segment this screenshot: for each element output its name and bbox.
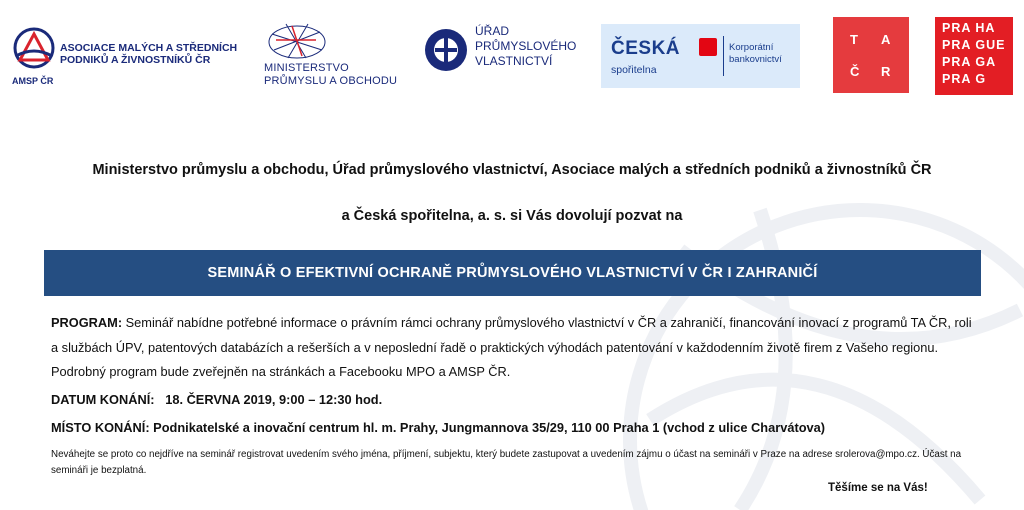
amsp-name-line2: PODNIKŮ A ŽIVNOSTNÍKŮ ČR xyxy=(60,54,211,66)
upv-name-line1: ÚŘAD xyxy=(475,24,510,38)
tacr-letter-r: R xyxy=(881,64,891,79)
date-label: DATUM KONÁNÍ: xyxy=(51,392,155,407)
upv-emblem-icon xyxy=(423,26,469,74)
tacr-letter-t: T xyxy=(850,32,858,47)
date-line xyxy=(51,392,382,407)
cs-name: ČESKÁ xyxy=(611,38,681,59)
seminar-title-banner xyxy=(44,250,981,296)
program-label: PROGRAM: xyxy=(51,315,123,330)
amsp-name-line1: ASOCIACE MALÝCH A STŘEDNÍCH xyxy=(60,42,238,54)
praha-row-2: PRA GUE xyxy=(942,38,1006,52)
mpo-name-line2: PRŮMYSLU A OBCHODU xyxy=(264,75,398,87)
mpo-logo xyxy=(258,18,408,93)
tacr-letter-a: A xyxy=(881,32,891,47)
invitation-line-1: Ministerstvo průmyslu a obchodu, Úřad průmyslového vlastnictví, Asociace malých a středních podniků a živnostníků ČR xyxy=(92,162,932,178)
praha-row-1: PRA HA xyxy=(942,21,996,35)
program-paragraph xyxy=(51,311,981,385)
ceska-sporitelna-logo xyxy=(601,24,800,88)
mpo-globe-icon xyxy=(266,20,328,60)
praha-row-3: PRA GA xyxy=(942,55,997,69)
amsp-emblem-icon xyxy=(12,26,56,72)
cs-right-line1: Korporátní xyxy=(729,42,774,53)
mpo-name-line1: MINISTERSTVO xyxy=(264,62,349,74)
upv-logo xyxy=(423,22,588,82)
amsp-logo xyxy=(8,18,248,88)
closing-greeting: Těšíme se na Vás! xyxy=(828,482,928,494)
cs-emblem-icon xyxy=(699,38,717,56)
upv-name-line2: PRŮMYSLOVÉHO xyxy=(475,39,577,53)
program-text: Seminář nabídne potřebné informace o právním rámci ochrany průmyslového vlastnictví v ČR a zahraničí, financování inovací z programů TA ČR, roli a službách ÚPV, patentových databázích a rešerších a v neposlední řadě o praktických výhodách patentování v každodenním životě firem z Vašeho regionu. Podrobný program bude zveřejněn na stránkách a Facebooku MPO a AMSP ČR. xyxy=(51,315,972,379)
cs-sub: spořitelna xyxy=(611,64,657,76)
praha-row-4: PRA G xyxy=(942,72,987,86)
cs-divider xyxy=(723,36,724,76)
tacr-logo xyxy=(833,17,909,93)
praha-logo xyxy=(935,17,1013,95)
tacr-letter-c: Č xyxy=(850,64,860,79)
amsp-short-name: AMSP ČR xyxy=(12,76,54,86)
cs-right-line2: bankovnictví xyxy=(729,54,782,65)
place-line xyxy=(51,420,825,435)
invitation-line-2: a Česká spořitelna, a. s. si Vás dovolují pozvat na xyxy=(341,208,683,224)
registration-note: Neváhejte se proto co nejdříve na seminář registrovat uvedením svého jména, příjmení, subjektu, který budete zastupovat a uvedením zájmu o účast na semináři v Praze na adrese srolerova@mpo.cz. Účast na semináři je bezplatná. xyxy=(51,449,962,476)
upv-name-line3: VLASTNICTVÍ xyxy=(475,54,553,68)
place-label: MÍSTO KONÁNÍ: xyxy=(51,420,150,435)
seminar-title: SEMINÁŘ O EFEKTIVNÍ OCHRANĚ PRŮMYSLOVÉHO VLASTNICTVÍ V ČR I ZAHRANIČÍ xyxy=(207,265,818,281)
date-value: 18. ČERVNA 2019, 9:00 – 12:30 hod. xyxy=(165,392,383,407)
place-value: Podnikatelské a inovační centrum hl. m. Prahy, Jungmannova 35/29, 110 00 Praha 1 (vchod z ulice Charvátova) xyxy=(153,420,826,435)
